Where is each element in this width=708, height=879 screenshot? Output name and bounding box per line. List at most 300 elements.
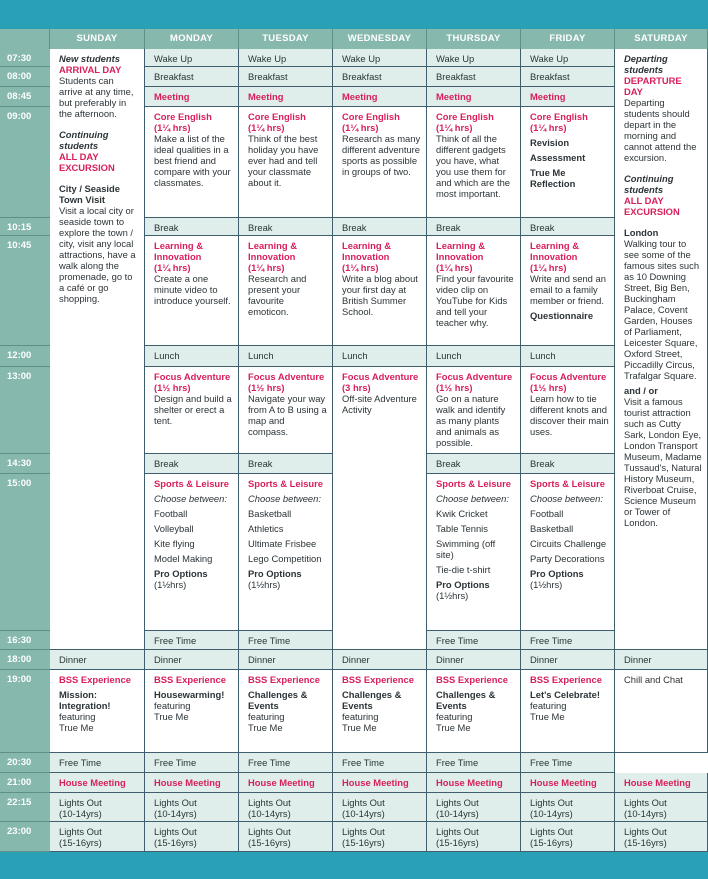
cell-tue-1200 bbox=[239, 346, 333, 367]
cell-tue-2215 bbox=[239, 793, 333, 822]
cell-line: Party Decorations bbox=[530, 553, 605, 564]
cell-line: Athletics bbox=[248, 523, 284, 534]
cell-line: (1¼ hrs) bbox=[342, 122, 379, 133]
cell-mon-1200 bbox=[145, 346, 239, 367]
cell-line: Wake Up bbox=[342, 53, 381, 64]
time-divider bbox=[0, 345, 50, 346]
cell-tue-1430 bbox=[239, 454, 333, 474]
cell-line: True Me Reflection bbox=[530, 167, 576, 189]
cell-line: (1¼ hrs) bbox=[248, 122, 285, 133]
cell-line: Research as many different adventure sports as possible in groups of two. bbox=[342, 133, 421, 177]
cell-line: Break bbox=[530, 222, 555, 233]
cell-line: Focus Adventure bbox=[342, 371, 419, 382]
cell-sun-2100 bbox=[50, 773, 145, 793]
cell-line: Choose between: bbox=[248, 493, 321, 504]
cell-line: House Meeting bbox=[154, 777, 221, 788]
cell-line: Sports & Leisure bbox=[248, 478, 324, 489]
cell-fri-1900 bbox=[521, 670, 615, 753]
cell-line: Meeting bbox=[154, 91, 190, 102]
cell-wed-1200 bbox=[333, 346, 427, 367]
cell-line: Sports & Leisure bbox=[154, 478, 230, 489]
cell-thu-1500 bbox=[427, 474, 521, 631]
cell-thu-1900 bbox=[427, 670, 521, 753]
cell-tue-1300 bbox=[239, 367, 333, 454]
cell-line: Choose between: bbox=[154, 493, 227, 504]
cell-thu-1300 bbox=[427, 367, 521, 454]
cell-line: featuring bbox=[436, 711, 473, 722]
time-label: 18:00 bbox=[7, 654, 32, 665]
day-header-tuesday: TUESDAY bbox=[239, 29, 333, 49]
cell-sun-1900 bbox=[50, 670, 145, 753]
cell-mon-0900 bbox=[145, 107, 239, 218]
cell-line: (1½ hrs) bbox=[154, 382, 191, 393]
cell-line: (15-16yrs) bbox=[154, 837, 197, 848]
cell-sun-2215 bbox=[50, 793, 145, 822]
cell-mon-0800 bbox=[145, 67, 239, 87]
cell-line: (1½hrs) bbox=[436, 590, 469, 601]
cell-thu-1800 bbox=[427, 650, 521, 670]
cell-thu-0845 bbox=[427, 87, 521, 107]
cell-sun-2030 bbox=[50, 753, 145, 773]
cell-fri-1630 bbox=[521, 631, 615, 650]
day-header-friday: FRIDAY bbox=[521, 29, 615, 49]
cell-line: (10-14yrs) bbox=[342, 808, 385, 819]
cell-line: (1½ hrs) bbox=[436, 382, 473, 393]
cell-line: (1½ hrs) bbox=[530, 382, 567, 393]
cell-line: featuring bbox=[59, 711, 96, 722]
cell-line: Free Time bbox=[248, 757, 291, 768]
cell-line: Continuing students bbox=[624, 173, 674, 195]
cell-line: BSS Experience bbox=[342, 674, 414, 685]
time-divider bbox=[0, 630, 50, 631]
cell-line: Sports & Leisure bbox=[530, 478, 606, 489]
cell-line: Visit a famous tourist attraction such as Cutty Sark, London Eye, London Transport Museum, Madame Tussaud's, Natural History Museum, Riverboat Cruise, Science Museum or Tower of London. bbox=[624, 396, 702, 528]
cell-thu-0730 bbox=[427, 49, 521, 67]
cell-sat-2100 bbox=[615, 773, 708, 793]
time-label: 12:00 bbox=[7, 350, 32, 361]
cell-fri-1200 bbox=[521, 346, 615, 367]
cell-thu-1045 bbox=[427, 236, 521, 346]
cell-line: Write and send an email to a family member or friend. bbox=[530, 273, 606, 306]
time-label: 23:00 bbox=[7, 826, 32, 837]
cell-line: Break bbox=[342, 222, 367, 233]
cell-line: BSS Experience bbox=[248, 674, 320, 685]
cell-line: House Meeting bbox=[530, 777, 597, 788]
time-label: 20:30 bbox=[7, 757, 32, 768]
cell-tue-2100 bbox=[239, 773, 333, 793]
time-divider bbox=[0, 473, 50, 474]
cell-line: Core English bbox=[436, 111, 494, 122]
cell-line: City / Seaside Town Visit bbox=[59, 183, 120, 205]
cell-line: True Me bbox=[342, 722, 377, 733]
cell-line: Lights Out bbox=[530, 797, 573, 808]
cell-line: Make a list of the ideal qualities in a best friend and compare with your classmates. bbox=[154, 133, 231, 188]
cell-tue-0845 bbox=[239, 87, 333, 107]
cell-wed-1045 bbox=[333, 236, 427, 346]
cell-line: (15-16yrs) bbox=[436, 837, 479, 848]
cell-line: True Me bbox=[530, 711, 565, 722]
cell-thu-1015 bbox=[427, 218, 521, 236]
cell-tue-1900 bbox=[239, 670, 333, 753]
cell-line: (15-16yrs) bbox=[624, 837, 667, 848]
cell-line: Basketball bbox=[530, 523, 574, 534]
cell-line: Mission: Integration! bbox=[59, 689, 111, 711]
cell-line: Lights Out bbox=[342, 797, 385, 808]
cell-line: Wake Up bbox=[154, 53, 193, 64]
cell-line: Learn how to tie different knots and discover their main uses. bbox=[530, 393, 609, 437]
cell-line: Breakfast bbox=[248, 71, 288, 82]
cell-line: True Me bbox=[436, 722, 471, 733]
cell-line: Break bbox=[530, 458, 555, 469]
day-header-wednesday: WEDNESDAY bbox=[333, 29, 427, 49]
time-label: 22:15 bbox=[7, 797, 32, 808]
cell-thu-2100 bbox=[427, 773, 521, 793]
cell-tue-0900 bbox=[239, 107, 333, 218]
cell-line: Model Making bbox=[154, 553, 213, 564]
cell-line: Lights Out bbox=[248, 797, 291, 808]
cell-line: Kite flying bbox=[154, 538, 195, 549]
cell-fri-0730 bbox=[521, 49, 615, 67]
time-divider bbox=[0, 235, 50, 236]
cell-thu-1430 bbox=[427, 454, 521, 474]
cell-line: (1¼ hrs) bbox=[530, 122, 567, 133]
cell-line: Assessment bbox=[530, 152, 586, 163]
time-label: 21:00 bbox=[7, 777, 32, 788]
cell-line: Meeting bbox=[248, 91, 284, 102]
cell-sat-1800 bbox=[615, 650, 708, 670]
cell-line: Learning & Innovation bbox=[436, 240, 485, 262]
cell-line: (3 hrs) bbox=[342, 382, 371, 393]
cell-line: (1¼ hrs) bbox=[154, 262, 191, 273]
cell-line: Housewarming! bbox=[154, 689, 225, 700]
cell-line: Research and present your favourite emoticon. bbox=[248, 273, 307, 317]
cell-line: Free Time bbox=[154, 757, 197, 768]
cell-line: Think of the best holiday you have ever had and tell your classmate about it. bbox=[248, 133, 319, 188]
cell-line: Think of all the different gadgets you have, what you use them for and which are the most important. bbox=[436, 133, 511, 199]
cell-line: Meeting bbox=[342, 91, 378, 102]
cell-line: (10-14yrs) bbox=[436, 808, 479, 819]
cell-line: Breakfast bbox=[436, 71, 476, 82]
time-divider bbox=[0, 66, 50, 67]
cell-thu-0900 bbox=[427, 107, 521, 218]
time-label: 16:30 bbox=[7, 635, 32, 646]
cell-line: Break bbox=[436, 458, 461, 469]
cell-line: featuring bbox=[530, 700, 567, 711]
cell-line: Questionnaire bbox=[530, 310, 594, 321]
cell-wed-1015 bbox=[333, 218, 427, 236]
time-label: 10:15 bbox=[7, 222, 32, 233]
cell-sat-2300 bbox=[615, 822, 708, 852]
cell-line: Learning & Innovation bbox=[342, 240, 391, 262]
cell-line: Choose between: bbox=[436, 493, 509, 504]
cell-line: Lights Out bbox=[624, 826, 667, 837]
cell-fri-1300 bbox=[521, 367, 615, 454]
cell-mon-2300 bbox=[145, 822, 239, 852]
cell-line: Dinner bbox=[342, 654, 370, 665]
cell-line: Off-site Adventure Activity bbox=[342, 393, 417, 415]
cell-thu-2300 bbox=[427, 822, 521, 852]
cell-line: Dinner bbox=[624, 654, 652, 665]
cell-line: Pro Options bbox=[436, 579, 490, 590]
cell-line: Departing students bbox=[624, 53, 668, 75]
time-label: 13:00 bbox=[7, 371, 32, 382]
cell-line: Find your favourite video clip on YouTube for Kids and tell your teacher why. bbox=[436, 273, 514, 328]
cell-line: (1¼ hrs) bbox=[436, 262, 473, 273]
cell-wed-2215 bbox=[333, 793, 427, 822]
cell-line: Lights Out bbox=[530, 826, 573, 837]
time-label: 08:45 bbox=[7, 91, 32, 102]
cell-line: Meeting bbox=[436, 91, 472, 102]
cell-mon-2215 bbox=[145, 793, 239, 822]
day-header-monday: MONDAY bbox=[145, 29, 239, 49]
cell-tue-0800 bbox=[239, 67, 333, 87]
cell-line: True Me bbox=[154, 711, 189, 722]
cell-wed-1900 bbox=[333, 670, 427, 753]
cell-line: Lunch bbox=[436, 350, 462, 361]
cell-mon-1300 bbox=[145, 367, 239, 454]
cell-fri-2030 bbox=[521, 753, 615, 773]
cell-line: Students can arrive at any time, but preferably in the afternoon. bbox=[59, 75, 134, 119]
cell-line: True Me bbox=[59, 722, 94, 733]
cell-sun-2300 bbox=[50, 822, 145, 852]
cell-sun-1800 bbox=[50, 650, 145, 670]
cell-line: House Meeting bbox=[436, 777, 503, 788]
cell-tue-2300 bbox=[239, 822, 333, 852]
cell-thu-1200 bbox=[427, 346, 521, 367]
cell-line: Free Time bbox=[530, 757, 573, 768]
cell-mon-1430 bbox=[145, 454, 239, 474]
cell-line: Free Time bbox=[436, 757, 479, 768]
cell-line: Dinner bbox=[248, 654, 276, 665]
cell-sat-day bbox=[615, 49, 708, 650]
cell-tue-1045 bbox=[239, 236, 333, 346]
cell-fri-2215 bbox=[521, 793, 615, 822]
cell-wed-0730 bbox=[333, 49, 427, 67]
cell-line: Lights Out bbox=[624, 797, 667, 808]
cell-mon-1800 bbox=[145, 650, 239, 670]
cell-line: BSS Experience bbox=[154, 674, 226, 685]
time-divider bbox=[0, 669, 50, 670]
cell-line: Dinner bbox=[154, 654, 182, 665]
cell-line: Breakfast bbox=[154, 71, 194, 82]
cell-line: Basketball bbox=[248, 508, 292, 519]
cell-line: London bbox=[624, 227, 659, 238]
cell-line: Lights Out bbox=[59, 826, 102, 837]
cell-line: Break bbox=[154, 222, 179, 233]
cell-line: (1¼ hrs) bbox=[436, 122, 473, 133]
cell-tue-1500 bbox=[239, 474, 333, 631]
cell-line: House Meeting bbox=[342, 777, 409, 788]
cell-thu-1630 bbox=[427, 631, 521, 650]
time-label: 14:30 bbox=[7, 458, 32, 469]
cell-line: House Meeting bbox=[248, 777, 315, 788]
time-divider bbox=[0, 792, 50, 793]
cell-line: (10-14yrs) bbox=[624, 808, 667, 819]
cell-fri-1430 bbox=[521, 454, 615, 474]
cell-line: Sports & Leisure bbox=[436, 478, 512, 489]
time-divider bbox=[0, 772, 50, 773]
cell-line: Challenges & Events bbox=[248, 689, 308, 711]
cell-line: Focus Adventure bbox=[248, 371, 325, 382]
cell-line: Circuits Challenge bbox=[530, 538, 607, 549]
cell-line: Lights Out bbox=[154, 826, 197, 837]
time-divider bbox=[0, 106, 50, 107]
cell-line: (1½hrs) bbox=[248, 579, 281, 590]
cell-line: Let's Celebrate! bbox=[530, 689, 600, 700]
cell-line: and / or bbox=[624, 385, 658, 396]
day-header-sunday: SUNDAY bbox=[50, 29, 145, 49]
cell-line: Revision bbox=[530, 137, 570, 148]
day-header-thursday: THURSDAY bbox=[427, 29, 521, 49]
cell-line: Break bbox=[248, 222, 273, 233]
time-label: 15:00 bbox=[7, 478, 32, 489]
cell-line: (1¼ hrs) bbox=[342, 262, 379, 273]
cell-line: Break bbox=[248, 458, 273, 469]
cell-tue-0730 bbox=[239, 49, 333, 67]
time-divider bbox=[0, 366, 50, 367]
cell-line: DEPARTURE DAY bbox=[624, 75, 682, 97]
cell-line: Walking tour to see some of the famous sites such as 10 Downing Street, Big Ben, Buckingham Palace, Covent Garden, Houses of Parliament, Leicester Square, Oxford Street, Piccadilly Circus, Trafalgar Square. bbox=[624, 238, 700, 381]
cell-wed-1800 bbox=[333, 650, 427, 670]
cell-line: (1½ hrs) bbox=[248, 382, 285, 393]
cell-mon-0730 bbox=[145, 49, 239, 67]
cell-line: featuring bbox=[248, 711, 285, 722]
cell-mon-0845 bbox=[145, 87, 239, 107]
cell-line: Breakfast bbox=[342, 71, 382, 82]
cell-line: Breakfast bbox=[530, 71, 570, 82]
cell-fri-0900 bbox=[521, 107, 615, 218]
cell-line: Meeting bbox=[530, 91, 566, 102]
cell-thu-0800 bbox=[427, 67, 521, 87]
cell-tue-1630 bbox=[239, 631, 333, 650]
cell-tue-1800 bbox=[239, 650, 333, 670]
cell-mon-2030 bbox=[145, 753, 239, 773]
cell-fri-0800 bbox=[521, 67, 615, 87]
top-band bbox=[0, 0, 708, 29]
cell-line: Pro Options bbox=[530, 568, 584, 579]
cell-line: Core English bbox=[154, 111, 212, 122]
cell-wed-2030 bbox=[333, 753, 427, 773]
cell-line: Wake Up bbox=[248, 53, 287, 64]
day-header-saturday: SATURDAY bbox=[615, 29, 708, 49]
cell-line: (15-16yrs) bbox=[248, 837, 291, 848]
cell-tue-1015 bbox=[239, 218, 333, 236]
cell-line: Choose between: bbox=[530, 493, 603, 504]
cell-line: Write a blog about your first day at British Summer School. bbox=[342, 273, 418, 317]
cell-mon-1900 bbox=[145, 670, 239, 753]
cell-mon-1045 bbox=[145, 236, 239, 346]
cell-line: Dinner bbox=[530, 654, 558, 665]
cell-fri-1045 bbox=[521, 236, 615, 346]
cell-fri-2100 bbox=[521, 773, 615, 793]
cell-fri-1800 bbox=[521, 650, 615, 670]
cell-fri-2300 bbox=[521, 822, 615, 852]
cell-line: Core English bbox=[342, 111, 400, 122]
cell-tue-2030 bbox=[239, 753, 333, 773]
cell-line: (1¼ hrs) bbox=[248, 262, 285, 273]
cell-line: Challenges & Events bbox=[436, 689, 496, 711]
cell-line: Core English bbox=[248, 111, 306, 122]
cell-line: Wake Up bbox=[530, 53, 569, 64]
cell-line: BSS Experience bbox=[530, 674, 602, 685]
cell-line: (15-16yrs) bbox=[59, 837, 102, 848]
cell-line: Visit a local city or seaside town to explore the town / city, visit any local attractions, have a walk along the promenade, go to a café or go shopping. bbox=[59, 205, 136, 304]
cell-line: Lunch bbox=[342, 350, 368, 361]
cell-sun-day bbox=[50, 49, 145, 650]
cell-line: ARRIVAL DAY bbox=[59, 64, 122, 75]
cell-wed-2100 bbox=[333, 773, 427, 793]
cell-line: Challenges & Events bbox=[342, 689, 402, 711]
cell-line: Focus Adventure bbox=[154, 371, 231, 382]
cell-line: (1¼ hrs) bbox=[530, 262, 567, 273]
cell-line: Lights Out bbox=[154, 797, 197, 808]
cell-line: Focus Adventure bbox=[436, 371, 513, 382]
time-divider bbox=[0, 86, 50, 87]
time-label: 10:45 bbox=[7, 240, 32, 251]
cell-line: Lights Out bbox=[248, 826, 291, 837]
cell-line: Free Time bbox=[530, 635, 573, 646]
cell-line: Ultimate Frisbee bbox=[248, 538, 317, 549]
cell-wed-1300 bbox=[333, 367, 427, 650]
cell-line: Lights Out bbox=[342, 826, 385, 837]
cell-line: (1¼ hrs) bbox=[154, 122, 191, 133]
cell-mon-1500 bbox=[145, 474, 239, 631]
time-label: 07:30 bbox=[7, 53, 32, 64]
cell-line: Continuing students bbox=[59, 129, 109, 151]
cell-line: (15-16yrs) bbox=[342, 837, 385, 848]
cell-wed-0800 bbox=[333, 67, 427, 87]
cell-line: (10-14yrs) bbox=[248, 808, 291, 819]
cell-line: Free Time bbox=[248, 635, 291, 646]
cell-line: BSS Experience bbox=[59, 674, 131, 685]
cell-line: Lego Competition bbox=[248, 553, 322, 564]
cell-line: Break bbox=[436, 222, 461, 233]
time-column bbox=[0, 49, 50, 852]
cell-line: Lights Out bbox=[59, 797, 102, 808]
cell-line: Swimming (off site) bbox=[436, 538, 496, 560]
cell-line: Football bbox=[530, 508, 564, 519]
cell-line: (10-14yrs) bbox=[59, 808, 102, 819]
cell-line: featuring bbox=[154, 700, 191, 711]
cell-line: Free Time bbox=[154, 635, 197, 646]
cell-line: (10-14yrs) bbox=[530, 808, 573, 819]
time-divider bbox=[0, 821, 50, 822]
time-divider bbox=[0, 649, 50, 650]
cell-thu-2030 bbox=[427, 753, 521, 773]
cell-fri-0845 bbox=[521, 87, 615, 107]
cell-fri-1500 bbox=[521, 474, 615, 631]
cell-line: (10-14yrs) bbox=[154, 808, 197, 819]
cell-line: Design and build a shelter or erect a tent. bbox=[154, 393, 232, 426]
cell-line: Pro Options bbox=[248, 568, 302, 579]
cell-line: Core English bbox=[530, 111, 588, 122]
cell-line: featuring bbox=[342, 711, 379, 722]
cell-line: True Me bbox=[248, 722, 283, 733]
cell-line: Free Time bbox=[436, 635, 479, 646]
cell-thu-2215 bbox=[427, 793, 521, 822]
cell-line: Wake Up bbox=[436, 53, 475, 64]
time-label: 09:00 bbox=[7, 111, 32, 122]
cell-line: Lights Out bbox=[436, 797, 479, 808]
cell-line: Lunch bbox=[154, 350, 180, 361]
cell-sat-2215 bbox=[615, 793, 708, 822]
cell-line: BSS Experience bbox=[436, 674, 508, 685]
time-divider bbox=[0, 752, 50, 753]
cell-mon-2100 bbox=[145, 773, 239, 793]
cell-wed-0900 bbox=[333, 107, 427, 218]
time-divider bbox=[0, 217, 50, 218]
cell-line: House Meeting bbox=[59, 777, 126, 788]
